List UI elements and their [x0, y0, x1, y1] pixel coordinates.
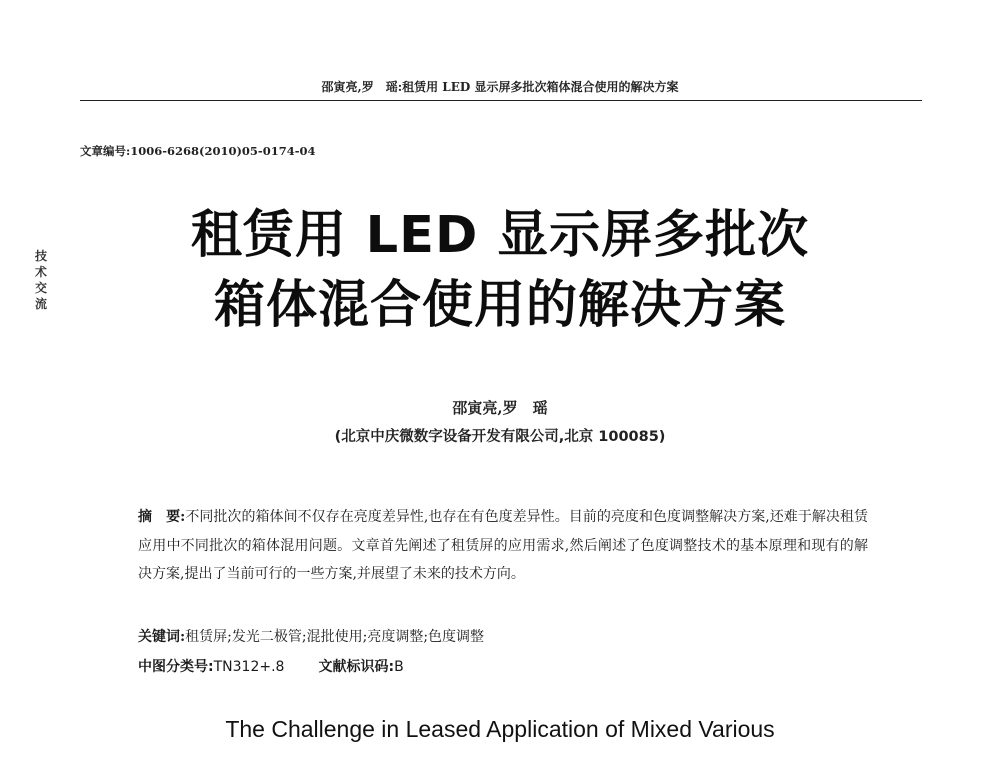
abstract-text: 不同批次的箱体间不仅存在亮度差异性,也存在有色度差异性。目前的亮度和色度调整解决方案,还难于解决租赁应用中不同批次的箱体混用问题。文章首先阐述了租赁屏的应用需求,然后阐述了色度调整技术的基本原理和现有的解决方案,提出了当前可行的一些方案,并展望了未来的技术方向。	[138, 509, 868, 582]
side-label-char: 交	[34, 281, 47, 295]
keywords	[138, 626, 868, 646]
article-number: 文章编号:1006-6268(2010)05-0174-04	[80, 144, 316, 158]
side-label-char: 术	[34, 265, 47, 279]
side-label-char: 技	[34, 249, 47, 263]
document-code-label: 文献标识码:	[318, 659, 395, 675]
clc-value: TN312+.8	[213, 659, 285, 675]
paper-title-line-2: 箱体混合使用的解决方案	[213, 276, 786, 335]
paper-title-line-1: 租赁用 LED 显示屏多批次	[190, 206, 810, 265]
abstract-label: 摘 要:	[138, 509, 186, 525]
running-header: 邵寅亮,罗 瑶:租赁用 LED 显示屏多批次箱体混合使用的解决方案	[321, 80, 679, 94]
classification	[138, 656, 868, 676]
abstract	[138, 503, 868, 589]
english-title: The Challenge in Leased Application of Mixed Various	[225, 716, 775, 742]
affiliation: (北京中庆微数字设备开发有限公司,北京 100085)	[334, 429, 666, 445]
document-code-value: B	[394, 659, 404, 675]
keywords-text: 租赁屏;发光二极管;混批使用;亮度调整;色度调整	[185, 629, 485, 645]
header-rule	[80, 100, 922, 101]
clc-label: 中图分类号:	[138, 659, 214, 675]
authors: 邵寅亮,罗 瑶	[452, 399, 548, 417]
keywords-label: 关键词:	[138, 629, 186, 645]
side-label-char: 流	[34, 297, 47, 311]
